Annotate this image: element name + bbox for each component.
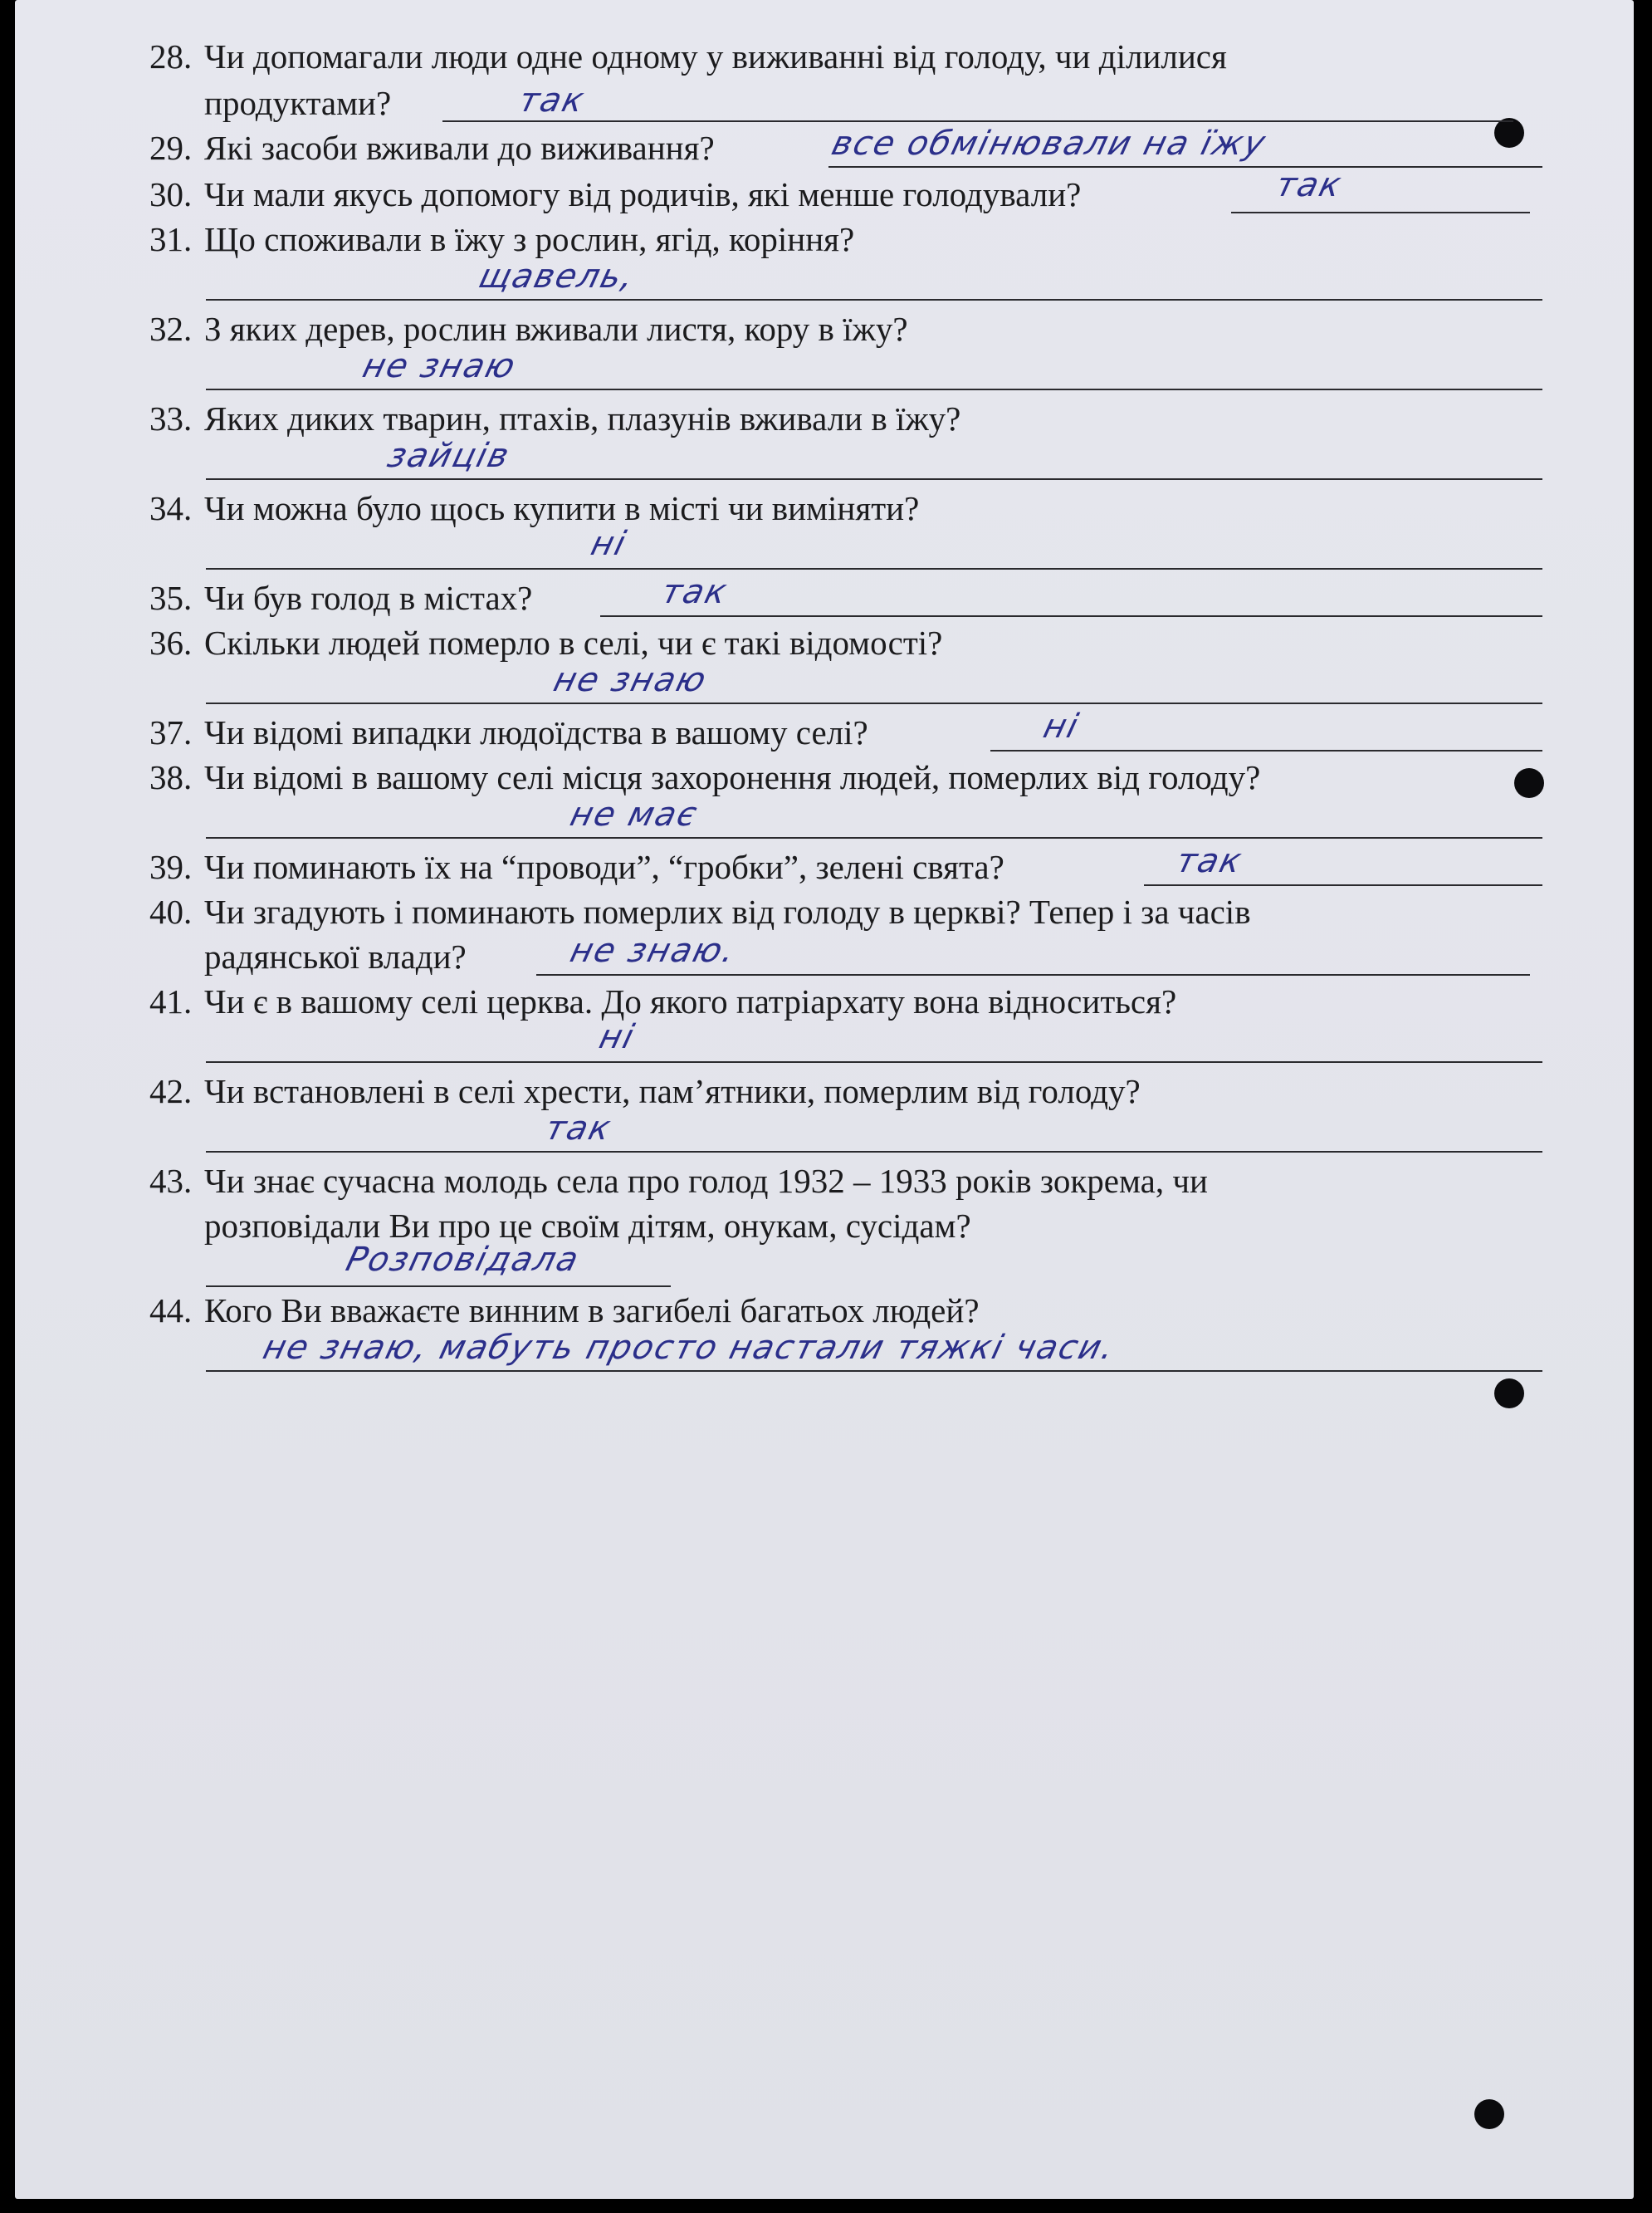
handwritten-answer: так	[515, 81, 589, 120]
question-text: Скільки людей померло в селі, чи є такі відомості?	[204, 624, 943, 662]
question-number: 44.	[149, 1291, 193, 1329]
handwritten-answer: так	[541, 1109, 616, 1148]
question-number: 33.	[149, 399, 193, 438]
question-text: Чи можна було щось купити в місті чи виміняти?	[204, 489, 920, 527]
answer-line	[600, 615, 1542, 617]
question-text: Які засоби вживали до виживання?	[204, 129, 715, 167]
answer-line	[1231, 212, 1530, 213]
question-number: 32.	[149, 310, 193, 348]
question-text: Чи згадують і поминають померлих від голоду в церкві? Тепер і за часів	[204, 893, 1251, 931]
answer-line	[1144, 884, 1542, 886]
question-number: 31.	[149, 220, 193, 258]
answer-line	[206, 1151, 1542, 1153]
question-text: З яких дерев, рослин вживали листя, кору в їжу?	[204, 310, 908, 348]
question-number: 28.	[149, 37, 193, 76]
question-number: 41.	[149, 982, 193, 1021]
handwritten-answer: все обмінювали на їжу	[828, 125, 1271, 163]
punch-hole	[1494, 118, 1524, 148]
punch-hole	[1514, 768, 1544, 798]
answer-line	[206, 1061, 1542, 1063]
handwritten-answer: не знаю, мабуть просто настали тяжкі часи.	[259, 1329, 1120, 1367]
question-text: Чи відомі в вашому селі місця захоронення людей, померлих від голоду?	[204, 758, 1261, 796]
question-text: продуктами?	[204, 84, 392, 122]
handwritten-answer: не має	[566, 796, 702, 834]
question-number: 37.	[149, 713, 193, 752]
question-number: 42.	[149, 1072, 193, 1110]
question-number: 34.	[149, 489, 193, 527]
question-text: розповідали Ви про це своїм дітям, онукам, сусідам?	[204, 1207, 971, 1245]
question-text: Чи поминають їх на “проводи”, “гробки”, зелені свята?	[204, 848, 1004, 886]
question-text: Яких диких тварин, птахів, плазунів вживали в їжу?	[204, 399, 961, 438]
answer-line	[206, 478, 1542, 480]
question-text: Чи допомагали люди одне одному у виживанні від голоду, чи ділилися	[204, 37, 1227, 76]
question-number: 40.	[149, 893, 193, 931]
question-number: 43.	[149, 1162, 193, 1200]
handwritten-answer: щавель,	[475, 257, 639, 296]
handwritten-answer: не знаю	[550, 661, 711, 699]
handwritten-answer: ні	[595, 1018, 640, 1056]
question-text: Чи був голод в містах?	[204, 579, 533, 617]
question-text: Чи є в вашому селі церква. До якого патріархату вона відноситься?	[204, 982, 1177, 1021]
question-number: 38.	[149, 758, 193, 796]
answer-line	[206, 299, 1542, 301]
handwritten-answer: так	[1172, 842, 1247, 880]
answer-line	[206, 703, 1542, 704]
handwritten-answer: так	[657, 573, 732, 611]
question-text: Чи мали якусь допомогу від родичів, які менше голодували?	[204, 175, 1082, 213]
answer-line	[206, 568, 1542, 570]
question-text: радянської влади?	[204, 938, 467, 976]
handwritten-answer: зайців	[384, 437, 515, 475]
answer-line	[536, 974, 1530, 976]
questionnaire-page	[15, 0, 1634, 2199]
answer-line	[206, 837, 1542, 839]
answer-line	[206, 389, 1542, 390]
question-number: 39.	[149, 848, 193, 886]
question-text: Кого Ви вважаєте винним в загибелі багатьох людей?	[204, 1291, 980, 1329]
handwritten-answer: не знаю.	[566, 932, 740, 970]
answer-line	[442, 120, 1513, 122]
question-text: Чи знає сучасна молодь села про голод 1932 – 1933 років зокрема, чи	[204, 1162, 1208, 1200]
question-text: Що споживали в їжу з рослин, ягід, коріння?	[204, 220, 855, 258]
punch-hole	[1474, 2099, 1504, 2129]
answer-line	[990, 750, 1542, 752]
punch-hole	[1494, 1378, 1524, 1408]
answer-line	[206, 1370, 1542, 1372]
question-text: Чи відомі випадки людоїдства в вашому селі?	[204, 713, 868, 752]
handwritten-answer: ні	[587, 525, 632, 563]
handwritten-answer: ні	[1039, 707, 1084, 746]
answer-line	[206, 1285, 671, 1287]
answer-line	[828, 166, 1542, 168]
handwritten-answer: так	[1272, 166, 1347, 204]
question-number: 30.	[149, 175, 193, 213]
question-number: 35.	[149, 579, 193, 617]
question-number: 29.	[149, 129, 193, 167]
handwritten-answer: не знаю	[359, 347, 521, 385]
question-number: 36.	[149, 624, 193, 662]
handwritten-answer: Розповідала	[342, 1241, 584, 1279]
question-text: Чи встановлені в селі хрести, пам’ятники, померлим від голоду?	[204, 1072, 1141, 1110]
